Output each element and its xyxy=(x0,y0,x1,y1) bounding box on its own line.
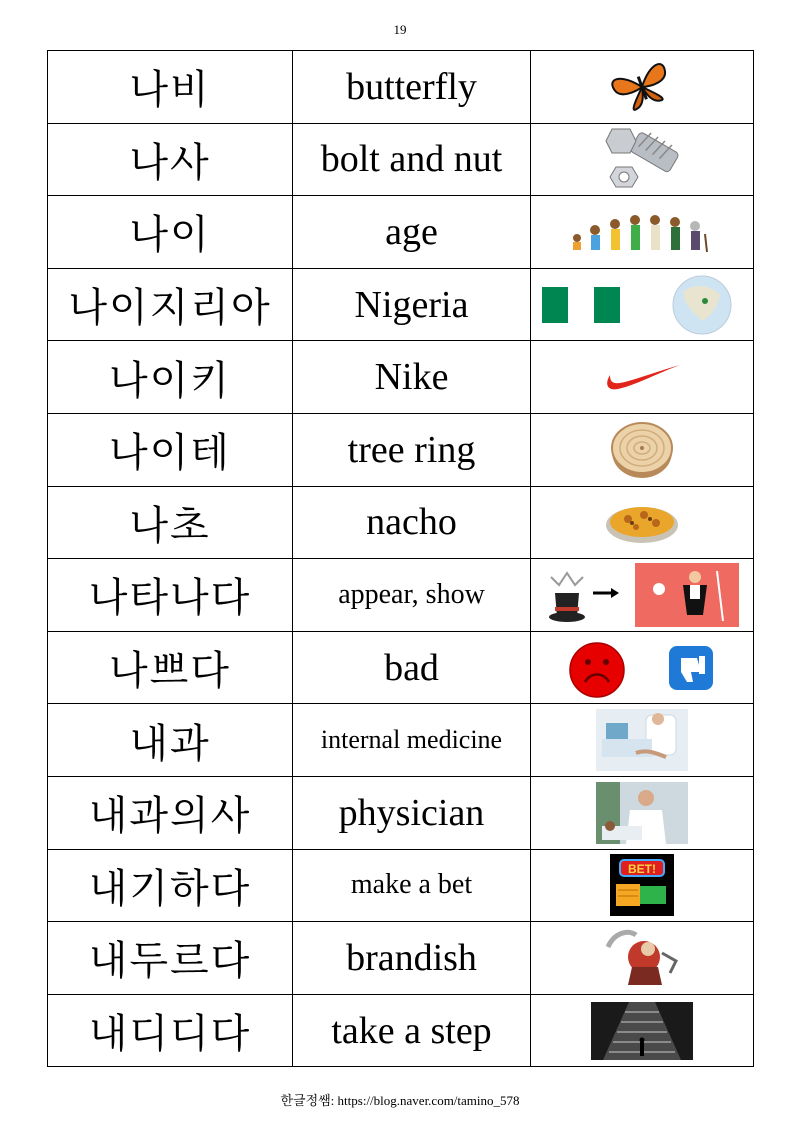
nike-swoosh-icon xyxy=(602,361,682,393)
korean-word: 나타나다 xyxy=(88,575,252,622)
brandish-sword-icon xyxy=(602,927,682,989)
magician-icon xyxy=(545,563,739,627)
physician-photo-icon xyxy=(596,782,688,844)
english-word: butterfly xyxy=(346,65,477,108)
korean-word: 나사 xyxy=(129,139,211,186)
footer-credit: 한글정쌤: https://blog.naver.com/tamino_578 xyxy=(280,1093,520,1108)
bet-money-icon xyxy=(610,854,674,916)
korean-word: 나쁘다 xyxy=(109,648,231,695)
table-row xyxy=(48,559,754,632)
english-word: make a bet xyxy=(350,869,473,901)
table-row xyxy=(48,704,754,777)
table-row xyxy=(48,631,754,704)
table-row xyxy=(48,123,754,196)
korean-word: 나비 xyxy=(129,67,211,114)
english-word: bad xyxy=(384,646,439,689)
korean-word: 나초 xyxy=(129,502,211,549)
table-row xyxy=(48,994,754,1067)
table-row xyxy=(48,776,754,849)
stairs-light-icon xyxy=(591,1002,693,1060)
table-row xyxy=(48,849,754,922)
english-word: age xyxy=(385,210,438,253)
english-word: tree ring xyxy=(347,428,476,471)
sad-face-thumbs-down-icon xyxy=(567,638,717,698)
english-word: physician xyxy=(338,791,485,834)
korean-word: 내과의사 xyxy=(88,793,252,840)
english-word: bolt and nut xyxy=(320,138,503,181)
butterfly-icon xyxy=(607,62,677,112)
nacho-icon xyxy=(604,499,680,545)
table-row xyxy=(48,922,754,995)
korean-word: 내두르다 xyxy=(88,938,252,985)
vocabulary-table xyxy=(47,50,754,1067)
bolt-nut-icon xyxy=(602,127,682,191)
korean-word: 나이지리아 xyxy=(68,285,272,332)
age-people-icon xyxy=(567,210,717,254)
english-word: brandish xyxy=(346,936,477,979)
english-word: Nike xyxy=(374,356,449,399)
korean-word: 내과 xyxy=(129,720,211,767)
tree-ring-icon xyxy=(609,420,675,480)
korean-word: 내디디다 xyxy=(88,1011,252,1058)
nigeria-flag-globe-icon xyxy=(542,273,742,337)
table-row xyxy=(48,413,754,486)
korean-word: 나이키 xyxy=(109,357,231,404)
korean-word: 내기하다 xyxy=(88,865,252,912)
english-word: nacho xyxy=(366,501,457,544)
korean-word: 나이테 xyxy=(109,430,231,477)
table-row xyxy=(48,51,754,124)
svg-text:BET!: BET! xyxy=(628,862,656,877)
english-word: appear, show xyxy=(338,578,485,610)
medical-exam-photo-icon xyxy=(596,709,688,771)
table-row xyxy=(48,268,754,341)
table-row xyxy=(48,341,754,414)
table-row xyxy=(48,196,754,269)
korean-word: 나이 xyxy=(129,212,211,259)
english-word: take a step xyxy=(331,1009,492,1052)
table-row xyxy=(48,486,754,559)
page-number: 19 xyxy=(393,22,407,37)
english-word: Nigeria xyxy=(354,283,469,326)
english-word: internal medicine xyxy=(320,725,503,755)
